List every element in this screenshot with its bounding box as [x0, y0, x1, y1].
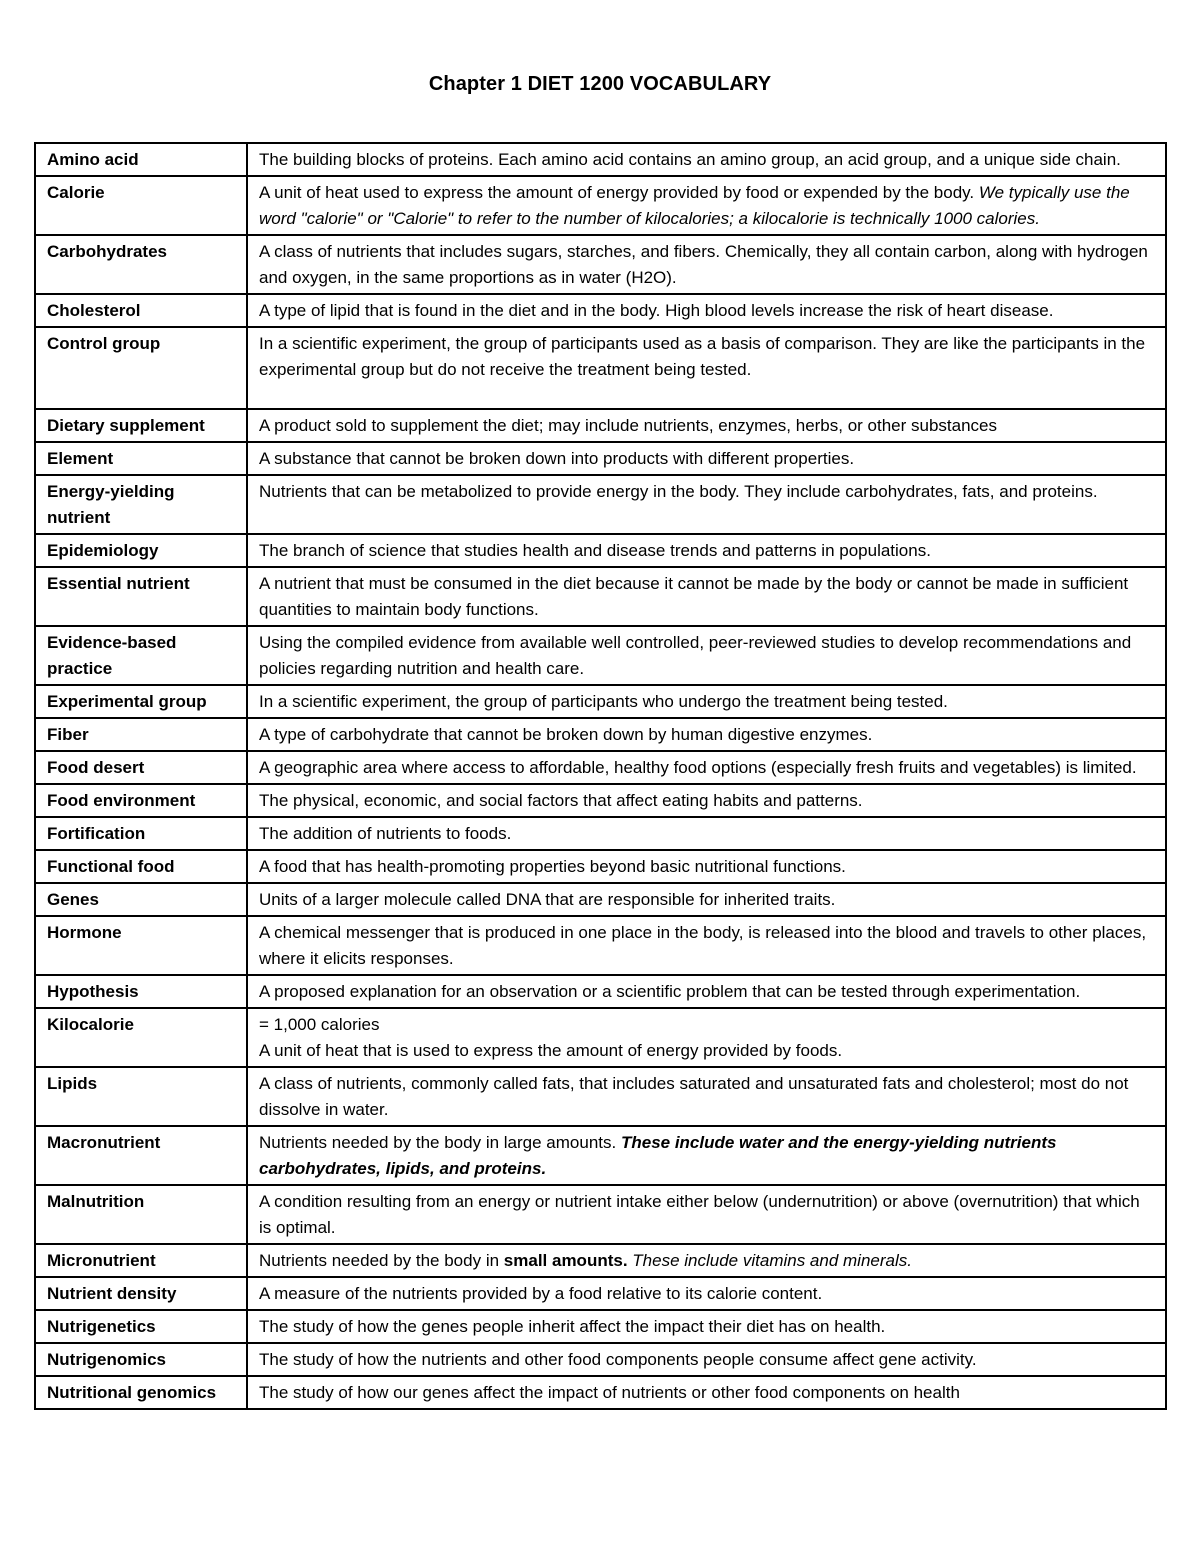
term-cell: Kilocalorie [35, 1008, 247, 1067]
term-cell: Micronutrient [35, 1244, 247, 1277]
term-cell: Amino acid [35, 143, 247, 176]
table-row [35, 975, 1166, 1008]
table-row [35, 1067, 1166, 1126]
table-row [35, 567, 1166, 626]
table-row [35, 475, 1166, 534]
vocabulary-table [34, 142, 1167, 1410]
table-row [35, 718, 1166, 751]
term-cell: Calorie [35, 176, 247, 235]
term-cell: Cholesterol [35, 294, 247, 327]
table-row [35, 883, 1166, 916]
definition-cell: A proposed explanation for an observation or a scientific problem that can be tested through experimentation. [247, 975, 1166, 1008]
definition-cell: A geographic area where access to affordable, healthy food options (especially fresh fruits and vegetables) is limited. [247, 751, 1166, 784]
definition-cell: In a scientific experiment, the group of participants used as a basis of comparison. They are like the participants in the experimental group but do not receive the treatment being tested. [247, 327, 1166, 409]
definition-cell [247, 1126, 1166, 1185]
definition-cell: A class of nutrients, commonly called fats, that includes saturated and unsaturated fats and cholesterol; most do not dissolve in water. [247, 1067, 1166, 1126]
table-row [35, 626, 1166, 685]
definition-cell: In a scientific experiment, the group of participants who undergo the treatment being tested. [247, 685, 1166, 718]
table-row [35, 1310, 1166, 1343]
table-row [35, 534, 1166, 567]
definition-cell [247, 1008, 1166, 1067]
table-row [35, 1277, 1166, 1310]
definition-cell: The branch of science that studies health and disease trends and patterns in populations. [247, 534, 1166, 567]
definition-text: A unit of heat used to express the amount of energy provided by food or expended by the body. [259, 183, 975, 202]
definition-cell [247, 176, 1166, 235]
definition-cell: Using the compiled evidence from available well controlled, peer-reviewed studies to develop recommendations and policies regarding nutrition and health care. [247, 626, 1166, 685]
term-cell: Hormone [35, 916, 247, 975]
definition-note: These include vitamins and minerals. [632, 1251, 912, 1270]
definition-note: These include water and the energy-yielding nutrients carbohydrates, lipids, and proteins. [259, 1133, 1057, 1178]
page-title: Chapter 1 DIET 1200 VOCABULARY [428, 73, 772, 95]
term-cell: Control group [35, 327, 247, 409]
term-cell: Experimental group [35, 685, 247, 718]
definition-cell: A chemical messenger that is produced in one place in the body, is released into the blood and travels to other places, where it elicits responses. [247, 916, 1166, 975]
term-cell: Nutrient density [35, 1277, 247, 1310]
table-row [35, 1244, 1166, 1277]
definition-cell: The physical, economic, and social factors that affect eating habits and patterns. [247, 784, 1166, 817]
term-cell: Nutrigenetics [35, 1310, 247, 1343]
term-cell: Lipids [35, 1067, 247, 1126]
definition-text: Nutrients needed by the body in large amounts. [259, 1133, 617, 1152]
definition-cell: A type of lipid that is found in the diet and in the body. High blood levels increase the risk of heart disease. [247, 294, 1166, 327]
table-row [35, 817, 1166, 850]
definition-cell: The study of how the genes people inherit affect the impact their diet has on health. [247, 1310, 1166, 1343]
table-row [35, 1008, 1166, 1067]
table-row [35, 916, 1166, 975]
table-row [35, 751, 1166, 784]
term-cell: Epidemiology [35, 534, 247, 567]
definition-cell: A nutrient that must be consumed in the diet because it cannot be made by the body or cannot be made in sufficient quantities to maintain body functions. [247, 567, 1166, 626]
term-cell: Fortification [35, 817, 247, 850]
term-cell: Malnutrition [35, 1185, 247, 1244]
definition-cell: A type of carbohydrate that cannot be broken down by human digestive enzymes. [247, 718, 1166, 751]
table-row [35, 1376, 1166, 1409]
definition-line: = 1,000 calories [259, 1015, 380, 1034]
term-cell: Dietary supplement [35, 409, 247, 442]
term-cell: Energy-yielding nutrient [35, 475, 247, 534]
definition-cell: A measure of the nutrients provided by a food relative to its calorie content. [247, 1277, 1166, 1310]
term-cell: Element [35, 442, 247, 475]
definition-note: We typically use the word "calorie" or "Calorie" to refer to the number of kilocalories; a kilocalorie is technically 1000 calories. [259, 183, 1130, 228]
table-row [35, 1185, 1166, 1244]
definition-cell: The study of how our genes affect the impact of nutrients or other food components on health [247, 1376, 1166, 1409]
definition-cell: The building blocks of proteins. Each amino acid contains an amino group, an acid group, and a unique side chain. [247, 143, 1166, 176]
table-row [35, 143, 1166, 176]
table-row [35, 176, 1166, 235]
definition-cell: Nutrients that can be metabolized to provide energy in the body. They include carbohydrates, fats, and proteins. [247, 475, 1166, 534]
definition-cell: A class of nutrients that includes sugars, starches, and fibers. Chemically, they all contain carbon, along with hydrogen and oxygen, in the same proportions as in water (H2O). [247, 235, 1166, 294]
table-row [35, 685, 1166, 718]
table-row [35, 294, 1166, 327]
term-cell: Genes [35, 883, 247, 916]
term-cell: Food environment [35, 784, 247, 817]
definition-cell: Units of a larger molecule called DNA that are responsible for inherited traits. [247, 883, 1166, 916]
definition-emphasis: small amounts. [503, 1251, 628, 1270]
table-row [35, 1343, 1166, 1376]
definition-text: A unit of heat that is used to express the amount of energy provided by foods. [259, 1041, 843, 1060]
table-row [35, 1126, 1166, 1185]
term-cell: Nutrigenomics [35, 1343, 247, 1376]
term-cell: Carbohydrates [35, 235, 247, 294]
table-row [35, 327, 1166, 409]
term-cell: Nutritional genomics [35, 1376, 247, 1409]
definition-cell: A substance that cannot be broken down into products with different properties. [247, 442, 1166, 475]
definition-text: Nutrients needed by the body in [259, 1251, 500, 1270]
term-cell: Functional food [35, 850, 247, 883]
term-cell: Macronutrient [35, 1126, 247, 1185]
term-cell: Fiber [35, 718, 247, 751]
definition-cell [247, 1244, 1166, 1277]
definition-cell: A condition resulting from an energy or nutrient intake either below (undernutrition) or above (overnutrition) that which is optimal. [247, 1185, 1166, 1244]
table-row [35, 850, 1166, 883]
term-cell: Essential nutrient [35, 567, 247, 626]
term-cell: Food desert [35, 751, 247, 784]
term-cell: Evidence-based practice [35, 626, 247, 685]
table-row [35, 235, 1166, 294]
table-row [35, 409, 1166, 442]
term-cell: Hypothesis [35, 975, 247, 1008]
definition-cell: The addition of nutrients to foods. [247, 817, 1166, 850]
definition-cell: A product sold to supplement the diet; may include nutrients, enzymes, herbs, or other substances [247, 409, 1166, 442]
definition-cell: A food that has health-promoting properties beyond basic nutritional functions. [247, 850, 1166, 883]
definition-cell: The study of how the nutrients and other food components people consume affect gene activity. [247, 1343, 1166, 1376]
table-row [35, 784, 1166, 817]
table-row [35, 442, 1166, 475]
